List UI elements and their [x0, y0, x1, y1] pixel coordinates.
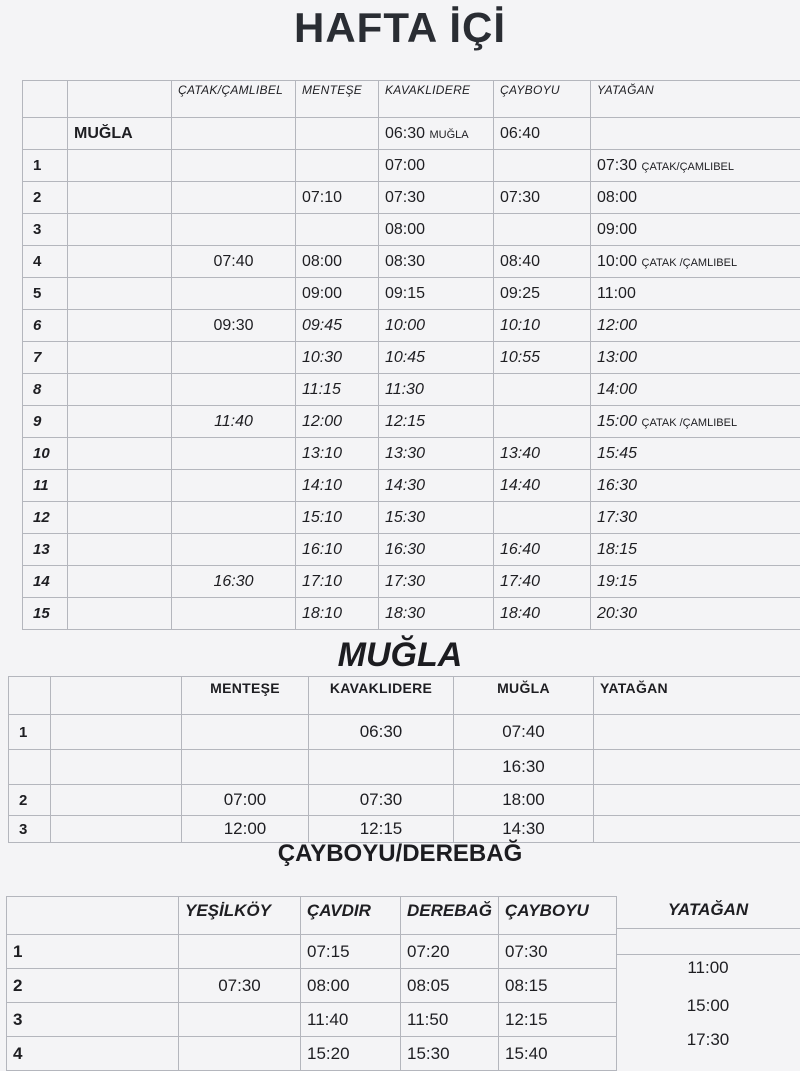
departure-time: 07:10	[296, 182, 379, 214]
departure-time	[182, 715, 309, 750]
column-header: MENTEŞE	[296, 81, 379, 118]
departure-time: 18:40	[494, 598, 591, 630]
column-header	[51, 677, 182, 715]
departure-time	[179, 1003, 301, 1037]
departure-time	[179, 935, 301, 969]
table-cell	[591, 278, 800, 310]
stop-note: ÇATAK/ÇAMLIBEL	[642, 161, 735, 173]
departure-time	[597, 381, 637, 398]
table-cell	[68, 406, 172, 438]
departure-time: 15:30	[379, 502, 494, 534]
table-row	[23, 214, 800, 246]
table-cell	[51, 785, 182, 816]
cell-text: 11:00	[597, 285, 636, 302]
departure-time: 07:00	[182, 785, 309, 816]
departure-time: 15:20	[301, 1037, 401, 1071]
departure-time: 14:30	[454, 816, 594, 843]
departure-time: 09:30	[172, 310, 296, 342]
table-row	[23, 470, 800, 502]
column-header	[7, 897, 179, 935]
row-number: 11	[23, 470, 68, 502]
table-row	[7, 1037, 617, 1071]
table-row	[7, 935, 617, 969]
table-cell	[7, 1037, 179, 1071]
row-number: 1	[9, 715, 51, 750]
departure-time: 10:00	[379, 310, 494, 342]
row-number: 13	[23, 534, 68, 566]
column-header: YATAĞAN	[616, 900, 800, 920]
table-cell	[7, 969, 179, 1003]
cell-text: 1	[13, 942, 22, 961]
table-cell	[23, 118, 68, 150]
column-header: DEREBAĞ	[401, 897, 499, 935]
column-header	[23, 81, 68, 118]
cell-text: 12:00	[597, 317, 637, 334]
departure-time: 07:30	[494, 182, 591, 214]
mugla-section-title: MUĞLA	[0, 636, 800, 675]
departure-time: 08:15	[499, 969, 617, 1003]
row-number	[13, 1044, 22, 1063]
departure-time	[309, 750, 454, 785]
table-cell	[68, 214, 172, 246]
column-header: MUĞLA	[454, 677, 594, 715]
table-cell	[51, 750, 182, 785]
origin-label: MUĞLA	[68, 118, 172, 150]
table-row	[23, 246, 800, 278]
departure-time: 17:30	[616, 1030, 800, 1050]
departure-time	[172, 150, 296, 182]
departure-time: 07:00	[379, 150, 494, 182]
row-number: 2	[23, 182, 68, 214]
table-cell	[594, 785, 800, 816]
row-number	[9, 750, 51, 785]
departure-time	[172, 502, 296, 534]
row-number: 7	[23, 342, 68, 374]
row-number: 3	[23, 214, 68, 246]
cell-text: 09:00	[597, 221, 637, 238]
table-cell	[7, 1003, 179, 1037]
table-cell	[68, 342, 172, 374]
departure-time: 16:30	[379, 534, 494, 566]
departure-time: 08:00	[296, 246, 379, 278]
departure-time	[494, 502, 591, 534]
table-row	[23, 374, 800, 406]
departure-time: 11:30	[379, 374, 494, 406]
table-cell	[591, 246, 800, 278]
table-cell	[7, 935, 179, 969]
departure-time: 16:40	[494, 534, 591, 566]
cell-text: 15:45	[597, 445, 637, 462]
departure-time	[494, 150, 591, 182]
departure-time	[172, 182, 296, 214]
table-row	[9, 715, 800, 750]
table-cell	[591, 438, 800, 470]
column-header: YATAĞAN	[591, 81, 800, 118]
column-header: YEŞİLKÖY	[179, 897, 301, 935]
departure-time	[597, 349, 637, 366]
departure-time: 10:45	[379, 342, 494, 374]
table-row	[23, 566, 800, 598]
cell-text: 17:30	[597, 509, 637, 526]
table-cell	[591, 406, 800, 438]
column-header: KAVAKLIDERE	[309, 677, 454, 715]
table-cell	[68, 598, 172, 630]
row-number: 8	[23, 374, 68, 406]
row-number: 2	[9, 785, 51, 816]
departure-time: 16:30	[454, 750, 594, 785]
table-cell	[591, 342, 800, 374]
departure-time	[597, 189, 637, 206]
cell-text: 14:00	[597, 381, 637, 398]
table-row	[23, 310, 800, 342]
departure-time: 07:30	[379, 182, 494, 214]
departure-time: 06:30	[309, 715, 454, 750]
departure-time: 18:10	[296, 598, 379, 630]
weekday-schedule-table	[22, 80, 800, 630]
departure-time: 07:20	[401, 935, 499, 969]
departure-time: 10:55	[494, 342, 591, 374]
table-cell	[68, 150, 172, 182]
departure-time	[296, 150, 379, 182]
departure-time	[494, 374, 591, 406]
departure-time	[494, 406, 591, 438]
departure-time: 12:15	[309, 816, 454, 843]
column-header: MENTEŞE	[182, 677, 309, 715]
departure-time: 09:15	[379, 278, 494, 310]
departure-time: 07:40	[172, 246, 296, 278]
table-cell	[68, 470, 172, 502]
departure-time	[172, 342, 296, 374]
departure-time: 17:30	[379, 566, 494, 598]
departure-time	[597, 221, 637, 238]
divider	[616, 954, 800, 955]
departure-time	[182, 750, 309, 785]
departure-time: 18:00	[454, 785, 594, 816]
departure-time	[597, 445, 637, 462]
departure-time: 09:25	[494, 278, 591, 310]
table-cell	[591, 534, 800, 566]
departure-time	[172, 534, 296, 566]
departure-time	[172, 214, 296, 246]
departure-time	[597, 541, 637, 558]
table-cell	[591, 214, 800, 246]
cayboyu-derebag-schedule-table	[6, 896, 617, 1071]
table-cell	[68, 502, 172, 534]
departure-time: 07:30	[179, 969, 301, 1003]
table-row	[23, 598, 800, 630]
table-row	[23, 278, 800, 310]
departure-time: 15:30	[401, 1037, 499, 1071]
stop-note: ÇATAK /ÇAMLIBEL	[642, 417, 738, 429]
departure-time: 11:15	[296, 374, 379, 406]
table-row	[7, 1003, 617, 1037]
departure-time: 07:30	[499, 935, 617, 969]
table-cell	[68, 438, 172, 470]
departure-time	[597, 605, 637, 622]
column-header: KAVAKLIDERE	[379, 81, 494, 118]
cell-text: 2	[13, 976, 22, 995]
departure-time: 09:00	[296, 278, 379, 310]
departure-time: 10:30	[296, 342, 379, 374]
departure-time: 13:10	[296, 438, 379, 470]
departure-time	[597, 285, 636, 302]
departure-time	[172, 470, 296, 502]
table-row	[23, 502, 800, 534]
table-cell	[379, 118, 494, 150]
departure-time	[597, 573, 637, 590]
table-cell	[591, 118, 800, 150]
departure-time	[296, 214, 379, 246]
table-cell	[172, 118, 296, 150]
departure-time	[179, 1037, 301, 1071]
cell-text: 10:00	[597, 253, 637, 270]
departure-time: 09:45	[296, 310, 379, 342]
column-header: ÇAYBOYU	[494, 81, 591, 118]
table-cell	[51, 816, 182, 843]
departure-time	[597, 413, 737, 430]
cell-text: 08:00	[597, 189, 637, 206]
table-cell	[296, 118, 379, 150]
departure-time	[597, 253, 737, 270]
departure-time: 12:00	[296, 406, 379, 438]
table-cell	[591, 470, 800, 502]
table-row	[7, 969, 617, 1003]
divider	[616, 928, 800, 929]
departure-time: 14:10	[296, 470, 379, 502]
column-header: ÇAVDIR	[301, 897, 401, 935]
row-number: 9	[23, 406, 68, 438]
departure-time: 11:40	[172, 406, 296, 438]
row-number: 1	[23, 150, 68, 182]
table-cell	[68, 310, 172, 342]
departure-time: 12:00	[182, 816, 309, 843]
departure-time: 12:15	[379, 406, 494, 438]
departure-time: 08:00	[379, 214, 494, 246]
departure-time	[597, 317, 637, 334]
table-row	[23, 150, 800, 182]
table-cell	[591, 598, 800, 630]
departure-time: 06:40	[494, 118, 591, 150]
cayboyu-derebag-section-title: ÇAYBOYU/DEREBAĞ	[0, 840, 800, 868]
table-cell	[68, 278, 172, 310]
table-row	[23, 406, 800, 438]
table-cell	[591, 566, 800, 598]
departure-time: 11:40	[301, 1003, 401, 1037]
cell-text: 13:00	[597, 349, 637, 366]
table-row	[23, 342, 800, 374]
table-cell	[68, 534, 172, 566]
column-header: ÇATAK/ÇAMLIBEL	[172, 81, 296, 118]
departure-time: 15:40	[499, 1037, 617, 1071]
departure-time: 11:00	[616, 958, 800, 978]
cell-text: 18:15	[597, 541, 637, 558]
departure-time: 18:30	[379, 598, 494, 630]
cell-text: 4	[13, 1044, 22, 1063]
departure-time	[172, 438, 296, 470]
departure-time: 17:40	[494, 566, 591, 598]
cell-text: 06:30	[385, 125, 425, 142]
table-cell	[591, 374, 800, 406]
table-cell	[591, 150, 800, 182]
table-cell	[594, 816, 800, 843]
departure-time: 13:40	[494, 438, 591, 470]
page-title: HAFTA İÇİ	[0, 4, 800, 52]
row-number: 15	[23, 598, 68, 630]
departure-time: 11:50	[401, 1003, 499, 1037]
table-cell	[591, 502, 800, 534]
stop-note: ÇATAK /ÇAMLIBEL	[642, 257, 738, 269]
departure-time: 08:40	[494, 246, 591, 278]
column-header: YATAĞAN	[594, 677, 800, 715]
table-cell	[594, 715, 800, 750]
row-number: 3	[9, 816, 51, 843]
table-row	[9, 816, 800, 843]
table-row	[9, 750, 800, 785]
departure-time	[172, 374, 296, 406]
cell-text: 19:15	[597, 573, 637, 590]
column-header	[68, 81, 172, 118]
departure-time: 08:00	[301, 969, 401, 1003]
cell-text: 3	[13, 1010, 22, 1029]
departure-time: 14:30	[379, 470, 494, 502]
departure-time: 07:40	[454, 715, 594, 750]
table-cell	[51, 715, 182, 750]
departure-time: 17:10	[296, 566, 379, 598]
departure-time: 08:05	[401, 969, 499, 1003]
departure-time	[172, 278, 296, 310]
cell-text: 07:30	[597, 157, 637, 174]
row-number: 12	[23, 502, 68, 534]
departure-time: 08:30	[379, 246, 494, 278]
departure-time	[597, 157, 734, 174]
departure-time: 16:10	[296, 534, 379, 566]
row-number: 5	[23, 278, 68, 310]
row-number	[13, 942, 22, 961]
departure-time: 15:00	[616, 996, 800, 1016]
table-row	[23, 182, 800, 214]
cell-text: 20:30	[597, 605, 637, 622]
departure-time: 10:10	[494, 310, 591, 342]
row-number: 6	[23, 310, 68, 342]
departure-time	[385, 125, 469, 142]
table-row	[23, 438, 800, 470]
departure-time	[494, 214, 591, 246]
table-row	[23, 118, 800, 150]
column-header: ÇAYBOYU	[499, 897, 617, 935]
table-cell	[68, 246, 172, 278]
table-cell	[594, 750, 800, 785]
departure-time: 07:30	[309, 785, 454, 816]
departure-time: 12:15	[499, 1003, 617, 1037]
stop-note: MUĞLA	[430, 129, 469, 141]
table-cell	[68, 566, 172, 598]
departure-time: 13:30	[379, 438, 494, 470]
departure-time	[172, 598, 296, 630]
table-row	[9, 785, 800, 816]
row-number: 14	[23, 566, 68, 598]
mugla-schedule-table	[8, 676, 800, 843]
departure-time: 15:10	[296, 502, 379, 534]
departure-time	[597, 477, 637, 494]
table-header-row	[9, 677, 800, 715]
column-header	[9, 677, 51, 715]
departure-time: 16:30	[172, 566, 296, 598]
table-cell	[591, 310, 800, 342]
table-row	[23, 534, 800, 566]
row-number: 4	[23, 246, 68, 278]
departure-time: 14:40	[494, 470, 591, 502]
row-number	[13, 1010, 22, 1029]
row-number: 10	[23, 438, 68, 470]
table-cell	[591, 182, 800, 214]
table-header-row	[23, 81, 800, 118]
departure-time	[597, 509, 637, 526]
table-cell	[68, 374, 172, 406]
row-number	[13, 976, 22, 995]
table-header-row	[7, 897, 617, 935]
cell-text: 15:00	[597, 413, 637, 430]
cell-text: 16:30	[597, 477, 637, 494]
departure-time: 07:15	[301, 935, 401, 969]
table-cell	[68, 182, 172, 214]
